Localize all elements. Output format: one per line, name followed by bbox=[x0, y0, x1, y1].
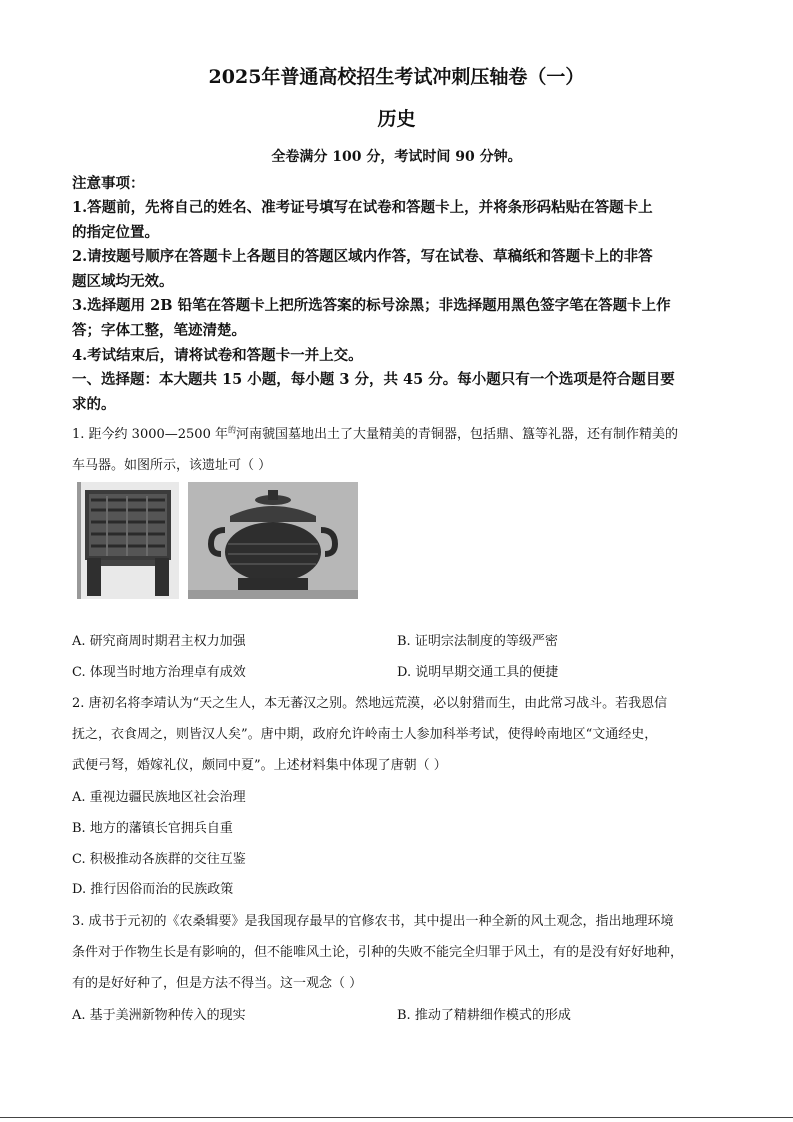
q2-line3: 武便弓弩，婚嫁礼仪，颇同中夏”。上述材料集中体现了唐朝（ ） bbox=[72, 758, 447, 773]
exam-title: 2025年普通高校招生考试冲刺压轴卷（一） bbox=[208, 66, 585, 88]
q3-line2: 条件对于作物生长是有影响的，但不能唯风土论，引种的失败不能完全归罪于风土，有的是没有好好地种， bbox=[72, 945, 684, 960]
q1-line1-post: 河南虢国墓地出土了大量精美的青铜器，包括鼎、簋等礼器，还有制作精美的 bbox=[235, 427, 678, 442]
q1-line1-pre: 1. 距今约 3000—2500 年 bbox=[72, 427, 228, 442]
q1-option-d: D. 说明早期交通工具的便捷 bbox=[397, 665, 559, 680]
q2-option-d: D. 推行因俗而治的民族政策 bbox=[72, 882, 234, 897]
notice-4: 4.考试结束后，请将试卷和答题卡一并上交。 bbox=[72, 347, 363, 364]
score-line: 全卷满分 100 分，考试时间 90 分钟。 bbox=[271, 149, 522, 165]
notice-3b: 答；字体工整，笔迹清楚。 bbox=[72, 322, 246, 339]
q1-line1 bbox=[72, 423, 678, 442]
notice-1a: 1.答题前，先将自己的姓名、准考证号填写在试卷和答题卡上，并将条形码粘贴在答题卡上 bbox=[72, 199, 653, 216]
bronze-gui-photo bbox=[188, 482, 358, 599]
subject-title: 历史 bbox=[377, 108, 416, 130]
q2-option-a: A. 重视边疆民族地区社会治理 bbox=[72, 790, 246, 805]
q1-option-b: B. 证明宗法制度的等级严密 bbox=[397, 634, 558, 649]
notice-2b: 题区域均无效。 bbox=[72, 273, 174, 290]
q3-line1: 3. 成书于元初的《农桑辑要》是我国现存最早的官修农书，其中提出一种全新的风土观念，指出地理环境 bbox=[72, 914, 674, 929]
q2-option-c: C. 积极推动各族群的交往互鉴 bbox=[72, 852, 246, 867]
q3-option-a: A. 基于美洲新物种传入的现实 bbox=[72, 1008, 246, 1023]
bronze-ding-photo bbox=[77, 482, 179, 599]
notice-3a: 3.选择题用 2B 铅笔在答题卡上把所选答案的标号涂黑；非选择题用黑色签字笔在答题卡上作 bbox=[72, 297, 671, 314]
page-bottom-rule bbox=[0, 1117, 793, 1118]
q2-line1: 2. 唐初名将李靖认为“天之生人，本无蕃汉之别。然地远荒漠，必以射猎而生，由此常习战斗。若我恩信 bbox=[72, 696, 668, 711]
q3-line3: 有的是好好种了，但是方法不得当。这一观念（ ） bbox=[72, 976, 363, 991]
notice-heading: 注意事项： bbox=[72, 175, 145, 192]
q1-option-c: C. 体现当时地方治理卓有成效 bbox=[72, 665, 246, 680]
notice-2a: 2.请按题号顺序在答题卡上各题目的答题区域内作答，写在试卷、草稿纸和答题卡上的非答 bbox=[72, 248, 653, 265]
q1-option-a: A. 研究商周时期君主权力加强 bbox=[72, 634, 246, 649]
section-heading-a: 一、选择题：本大题共 15 小题，每小题 3 分，共 45 分。每小题只有一个选项是符合题目要 bbox=[72, 371, 675, 388]
q3-option-b: B. 推动了精耕细作模式的形成 bbox=[397, 1008, 571, 1023]
q2-line2: 抚之，衣食周之，则皆汉人矣”。唐中期，政府允许岭南士人参加科举考试，使得岭南地区“文通经史， bbox=[72, 727, 658, 742]
q1-line1-sup: 的 bbox=[227, 425, 236, 435]
q2-option-b: B. 地方的藩镇长官拥兵自重 bbox=[72, 821, 233, 836]
notice-1b: 的指定位置。 bbox=[72, 224, 159, 241]
q1-line2: 车马器。如图所示，该遗址可（ ） bbox=[72, 458, 272, 473]
section-heading-b: 求的。 bbox=[72, 396, 116, 413]
